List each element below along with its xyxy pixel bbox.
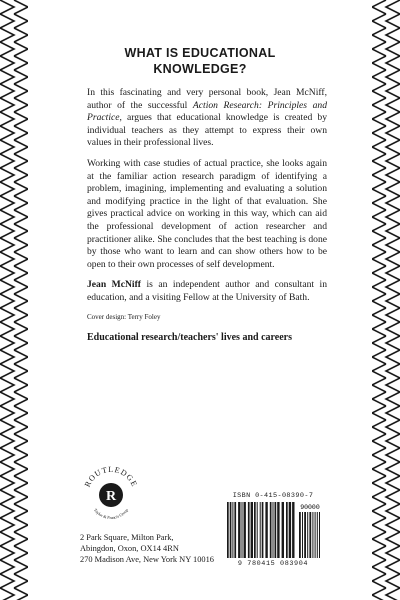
barcode-digits [223,560,323,568]
logo-wordmark: ROUTLEDGE [82,464,140,489]
barcode-addon: 90000 [300,504,320,511]
intro-lead: In this fascinating and very personal book, Jean McNiff, author of the successful [87,87,327,111]
intro-paragraph [87,87,327,150]
author-bio [87,279,327,304]
ean-digits: 9 780415 083904 [237,560,309,568]
address-line: 270 Madison Ave, New York NY 10016 [80,555,214,564]
title-line-2: KNOWLEDGE? [153,62,247,77]
referenced-book-title: Action Research: Principles and Practice [87,99,327,124]
address-line: Abingdon, Oxon, OX14 4RN [80,544,179,553]
logo-subtitle: Taylor & Francis Group [92,507,130,521]
routledge-logo [78,462,144,528]
left-zigzag-border [0,0,28,600]
intro-rest: , argues that educational knowledge is created by individual teachers as they attempt to express their own values in their professional lives. [87,112,327,149]
title-line-1: WHAT IS EDUCATIONAL [124,46,276,61]
right-zigzag-border [372,0,400,600]
address-line: 2 Park Square, Milton Park, [80,533,174,542]
author-name: Jean McNiff [87,279,141,291]
cover-design-credit: Cover design: Terry Foley [87,312,161,321]
author-bio-text: is an independent author and consultant in education, and a visiting Fellow at the University of Bath. [87,279,327,303]
description-paragraph: Working with case studies of actual practice, she looks again at the familiar action research paradigm of identifying a problem, imagining, implementing and evaluating a solution and modifying practice in the light of that evaluation. She gives practical advice on working in this way, which can aid the professional development of action researcher and practitioner alike. She concludes that the best teaching is done by those who want to learn and can show others how to be open to their own processes of self development. [87,157,327,270]
svg-text:R: R [105,489,117,504]
isbn-number: ISBN 0-415-08390-7 [232,492,314,500]
isbn-barcode [223,492,323,570]
barcode-icon [223,502,323,560]
subject-category: Educational research/teachers' lives and careers [87,331,292,343]
blurb [87,87,327,352]
svg-text:Taylor & Francis Group [93,507,129,520]
book-title [60,45,340,77]
